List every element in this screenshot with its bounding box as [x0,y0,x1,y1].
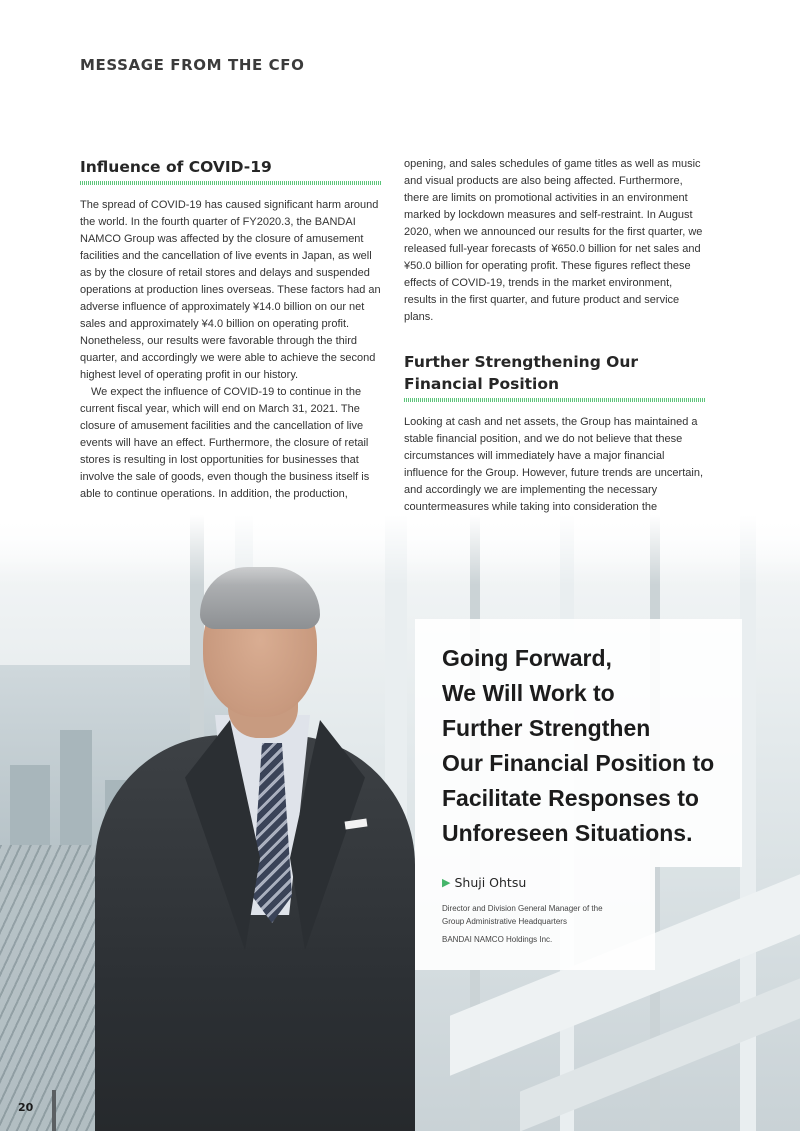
person-title: Director and Division General Manager of the [442,904,603,913]
body-paragraph: The spread of COVID-19 has caused significant harm around the world. In the fourth quarter of FY2020.3, the BANDAI NAMCO Group was affected by the closure of amusement facilities and the cancellation of live events in Japan, as well as by the closure of retail stores and delays and suspended operations at production lines overseas. These factors had an adverse influence of approximately ¥14.0 billion on our net sales and approximately ¥4.0 billion on operating profit. Nonetheless, our results were favorable through the third quarter, and accordingly we were able to achieve the second highest level of operating profit in our history. [80,199,381,381]
pull-quote-box [415,619,742,867]
green-dotted-rule [80,181,382,185]
section-heading-financial: Further Strengthening Our Financial Position [404,353,639,393]
quote-line: Facilitate Responses to [442,785,699,811]
left-column [80,156,382,503]
quote-line: Further Strengthen [442,715,651,741]
photo-fade [0,515,800,585]
body-paragraph-indented [80,384,382,503]
body-paragraph: Looking at cash and net assets, the Group has maintained a stable financial position, and we do not believe that these circumstances will immediately have a major financial influence for the Group. However, future trends are uncertain, and accordingly we are implementing the necessary countermeasures while taking into consideration the [404,416,703,513]
section-heading-covid: Influence of COVID-19 [80,158,272,176]
quote-line: Unforeseen Situations. [442,820,693,846]
person-name: Shuji Ohtsu [454,875,527,890]
quote-line: We Will Work to [442,680,615,706]
pull-quote [442,641,714,851]
byline-name-row [442,875,526,890]
byline-box [415,867,655,970]
page-number-bar [52,1090,56,1131]
green-dotted-rule [404,398,706,402]
company-name: BANDAI NAMCO Holdings Inc. [442,935,553,944]
person-title: Group Administrative Headquarters [442,917,567,926]
quote-line: Our Financial Position to [442,750,715,776]
body-paragraph-text: We expect the influence of COVID-19 to continue in the current fiscal year, which will end on March 31, 2021. The closure of amusement facilities and the cancellation of live events will have an effect. Furthermore, the closure of retail stores is resulting in lost opportunities for businesses that involve the sale of goods, even though the business itself is able to continue operations. In addition, the production, [80,386,370,500]
quote-line: Going Forward, [442,645,612,671]
right-column [404,156,706,516]
triangle-right-icon: ▶ [442,877,451,889]
page-number: 20 [18,1101,34,1114]
body-paragraph-continued: opening, and sales schedules of game titles as well as music and visual products are also being affected. Furthermore, there are limits on promotional activities in an environment marked by lockdown measures and self-restraint. In August 2020, when we announced our results for the first quarter, we released full-year forecasts of ¥650.0 billion for net sales and ¥50.0 billion for operating profit. These figures reflect these effects of COVID-19, trends in the market environment, results in the first quarter, and future product and service plans. [404,158,703,323]
page-header: MESSAGE FROM THE CFO [80,56,305,74]
